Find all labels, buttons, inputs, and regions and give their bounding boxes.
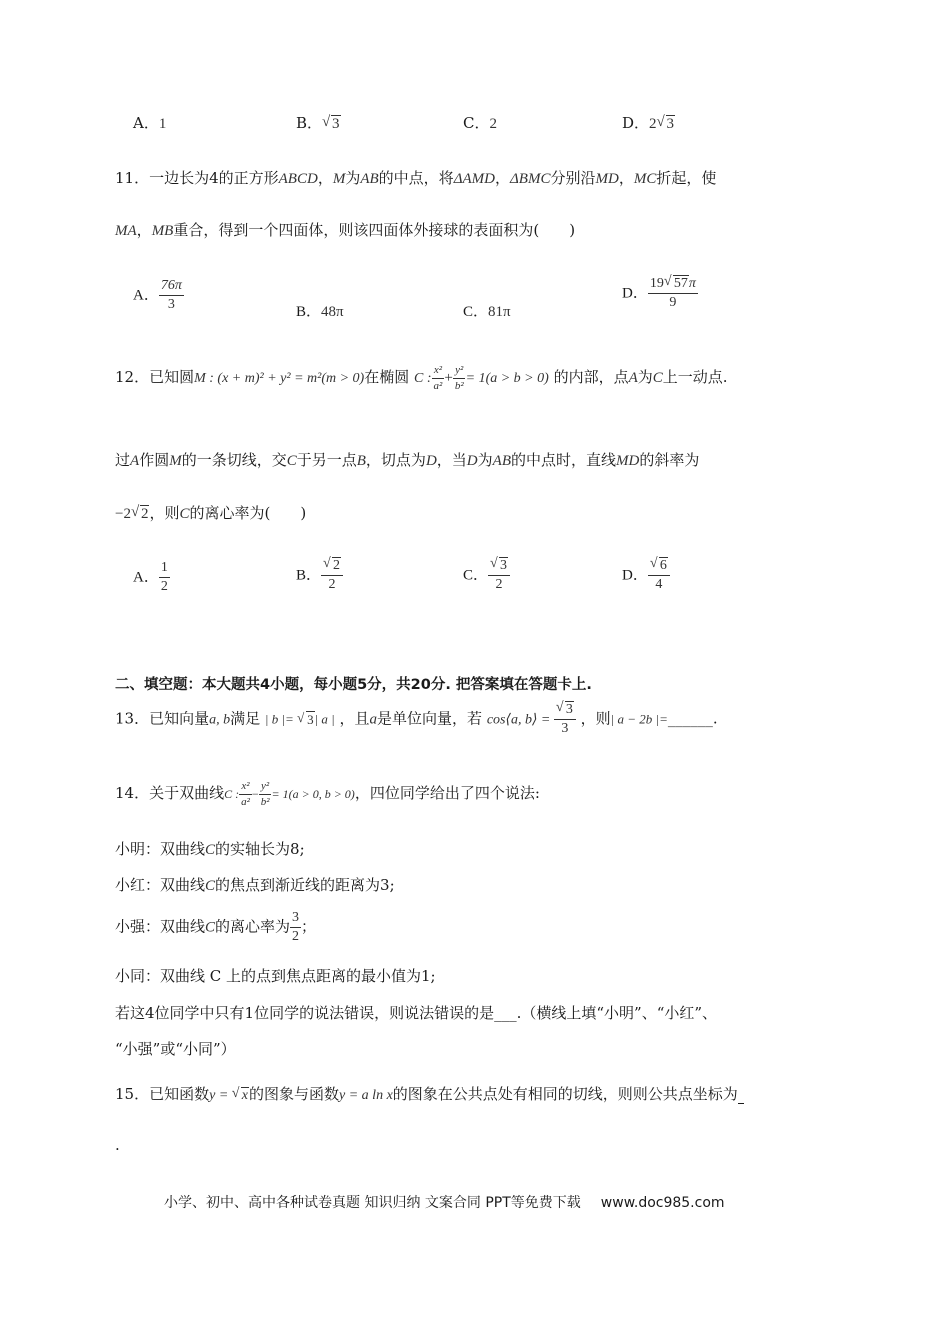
- q14-xiaoqiang: 小强：双曲线C的离心率为 $\frac{3}{2}$ ；: [115, 910, 317, 945]
- q14-line1: 14．关于双曲线C : $\frac{\text{x²}}{\text{a²}}$ − $\frac{\text{y²}}{\text{b²}}$ = 1(a > 0, b > 0)，四位同学给出了四个说法:: [115, 780, 540, 808]
- q14-xiaohong: 小红：双曲线C的焦点到渐近线的距离为3;: [115, 876, 395, 894]
- q15-end: .: [115, 1136, 120, 1154]
- q12-line2: 过A作圆M的一条切线，交C于另一点B，切点为D，当D为AB的中点时，直线MD的斜率为: [115, 451, 700, 469]
- q15-line: 15．已知函数y = √ x的图象与函数y = a ln x的图象在公共点处有相同的切线，则则公共点坐标为: [115, 1083, 744, 1104]
- q14-xiaoming: 小明：双曲线C的实轴长为8;: [115, 840, 305, 858]
- footer-url[interactable]: www.doc985.com: [600, 1195, 725, 1211]
- q10-option-d: D．2√ 3: [622, 112, 675, 133]
- q11-option-c: C．81π: [463, 304, 511, 320]
- q13-line: 13．已知向量a, b满足 | b |= √ 3| a | ，且a是单位向量，若 cos⟨a, b⟩ = √ $\frac{3}{3}$ ，则| a − 2b |=______.: [115, 702, 718, 737]
- q14-xiaotong: 小同：双曲线 C 上的点到焦点距离的最小值为1;: [115, 967, 436, 985]
- q11-option-a: A． $\frac{76\pi}{3}$: [133, 278, 182, 313]
- q11-option-d: D． $\frac{19√ 57\pi}{9}$: [622, 276, 698, 311]
- q12-option-a: A． $\frac{1}{2}$: [133, 560, 168, 595]
- q10-option-b: B．√ 3: [296, 112, 341, 133]
- q12-option-d: D． √ $\frac{6}{4}$: [622, 558, 670, 593]
- q12-line3: −2√ 2，则C的离心率为( ): [115, 502, 306, 523]
- q11-option-b: B．48π: [296, 304, 344, 320]
- q11-line2: MA，MB重合，得到一个四面体，则该四面体外接球的表面积为( ): [115, 221, 576, 239]
- q10-option-c: C．2: [463, 114, 497, 132]
- q11-line1: 11．一边长为4的正方形ABCD，M为AB的中点，将ΔAMD，ΔBMC分别沿MD，MC折起，使: [115, 169, 717, 187]
- q14-question: 若这4位同学中只有1位同学的说法错误，则说法错误的是___.（横线上填“小明”、“小红”、: [115, 1004, 718, 1022]
- section-title: 二、填空题：本大题共4小题，每小题5分，共20分. 把答案填在答题卡上.: [115, 677, 592, 693]
- q12-option-b: B． √ $\frac{2}{2}$: [296, 558, 343, 593]
- q12-option-c: C． √ $\frac{3}{2}$: [463, 558, 510, 593]
- footer-text: 小学、初中、高中各种试卷真题 知识归纳 文案合同 PPT等免费下载: [164, 1195, 581, 1211]
- q14-question-cont: “小强”或“小同”）: [115, 1040, 236, 1058]
- q10-option-a: A．1: [133, 114, 167, 132]
- footer: [164, 1192, 725, 1212]
- q12-line1: 12．已知圆M : (x + m)² + y² = m²(m > 0)在椭圆 C : $\frac{\text{x²}}{\text{a²}}$ + $\frac{\text{y²}}{\text{b²}}$ = 1(a > b > 0) 的内部，点A为C上一动点.: [115, 364, 728, 392]
